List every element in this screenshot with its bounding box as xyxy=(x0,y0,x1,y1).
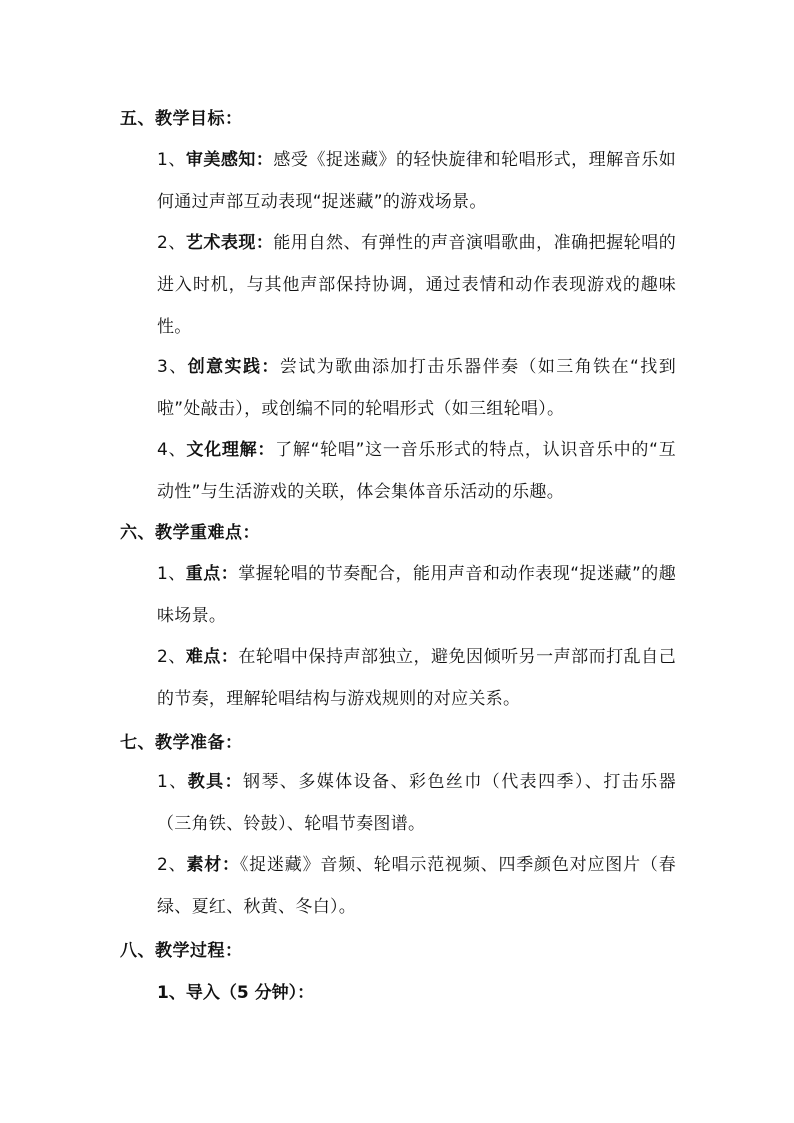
item-term: 创意实践： xyxy=(187,357,280,377)
item-number: 2、 xyxy=(157,233,186,253)
item-term: 艺术表现： xyxy=(185,233,274,253)
key-point-item-2 xyxy=(120,636,676,720)
item-text: 掌握轮唱的节奏配合，能用声音和动作表现“捉迷藏”的趣味场景。 xyxy=(157,564,677,626)
preparation-item-2 xyxy=(120,844,676,928)
item-term: 审美感知： xyxy=(185,150,274,170)
objective-item-3 xyxy=(120,346,676,430)
objective-item-2 xyxy=(120,222,676,348)
item-number: 4、 xyxy=(157,440,187,460)
item-term: 难点： xyxy=(185,647,239,667)
item-text: 在轮唱中保持声部独立，避免因倾听另一声部而打乱自己的节奏，理解轮唱结构与游戏规则的对应关系。 xyxy=(157,647,676,709)
item-number: 1、 xyxy=(157,772,188,792)
item-text: 钢琴、多媒体设备、彩色丝巾（代表四季）、打击乐器（三角铁、铃鼓）、轮唱节奏图谱。 xyxy=(157,772,676,834)
objective-item-1 xyxy=(120,139,676,223)
key-point-item-1 xyxy=(120,553,676,637)
item-term: 重点： xyxy=(185,564,239,584)
section-heading-process: 八、教学过程： xyxy=(120,941,243,961)
item-term: 素材： xyxy=(186,855,240,875)
item-number: 3、 xyxy=(157,357,188,377)
item-term: 文化理解： xyxy=(186,440,276,460)
section-heading-objectives: 五、教学目标： xyxy=(120,109,243,129)
item-text: 《捉迷藏》音频、轮唱示范视频、四季颜色对应图片（春绿、夏红、秋黄、冬白）。 xyxy=(157,855,677,917)
item-term: 教具： xyxy=(187,772,244,792)
section-heading-key-points: 六、教学重难点： xyxy=(120,523,260,543)
item-text: 能用自然、有弹性的声音演唱歌曲，准确把握轮唱的进入时机，与其他声部保持协调，通过表情和动作表现游戏的趣味性。 xyxy=(157,233,677,337)
item-number: 2、 xyxy=(157,855,187,875)
process-subheading-intro: 1、导入（5 分钟）： xyxy=(157,983,315,1003)
objective-item-4 xyxy=(120,429,676,513)
item-text: 感受《捉迷藏》的轻快旋律和轮唱形式，理解音乐如何通过声部互动表现“捉迷藏”的游戏场景。 xyxy=(157,150,677,212)
item-text: 尝试为歌曲添加打击乐器伴奏（如三角铁在“找到啦”处敲击），或创编不同的轮唱形式（如三组轮唱）。 xyxy=(157,357,677,419)
item-number: 1、 xyxy=(157,564,186,584)
preparation-item-1 xyxy=(120,761,676,845)
section-heading-preparation: 七、教学准备： xyxy=(120,733,243,753)
item-number: 2、 xyxy=(157,647,186,667)
item-number: 1、 xyxy=(157,150,186,170)
item-text: 了解“轮唱”这一音乐形式的特点，认识音乐中的“互动性”与生活游戏的关联，体会集体音乐活动的乐趣。 xyxy=(157,440,677,502)
